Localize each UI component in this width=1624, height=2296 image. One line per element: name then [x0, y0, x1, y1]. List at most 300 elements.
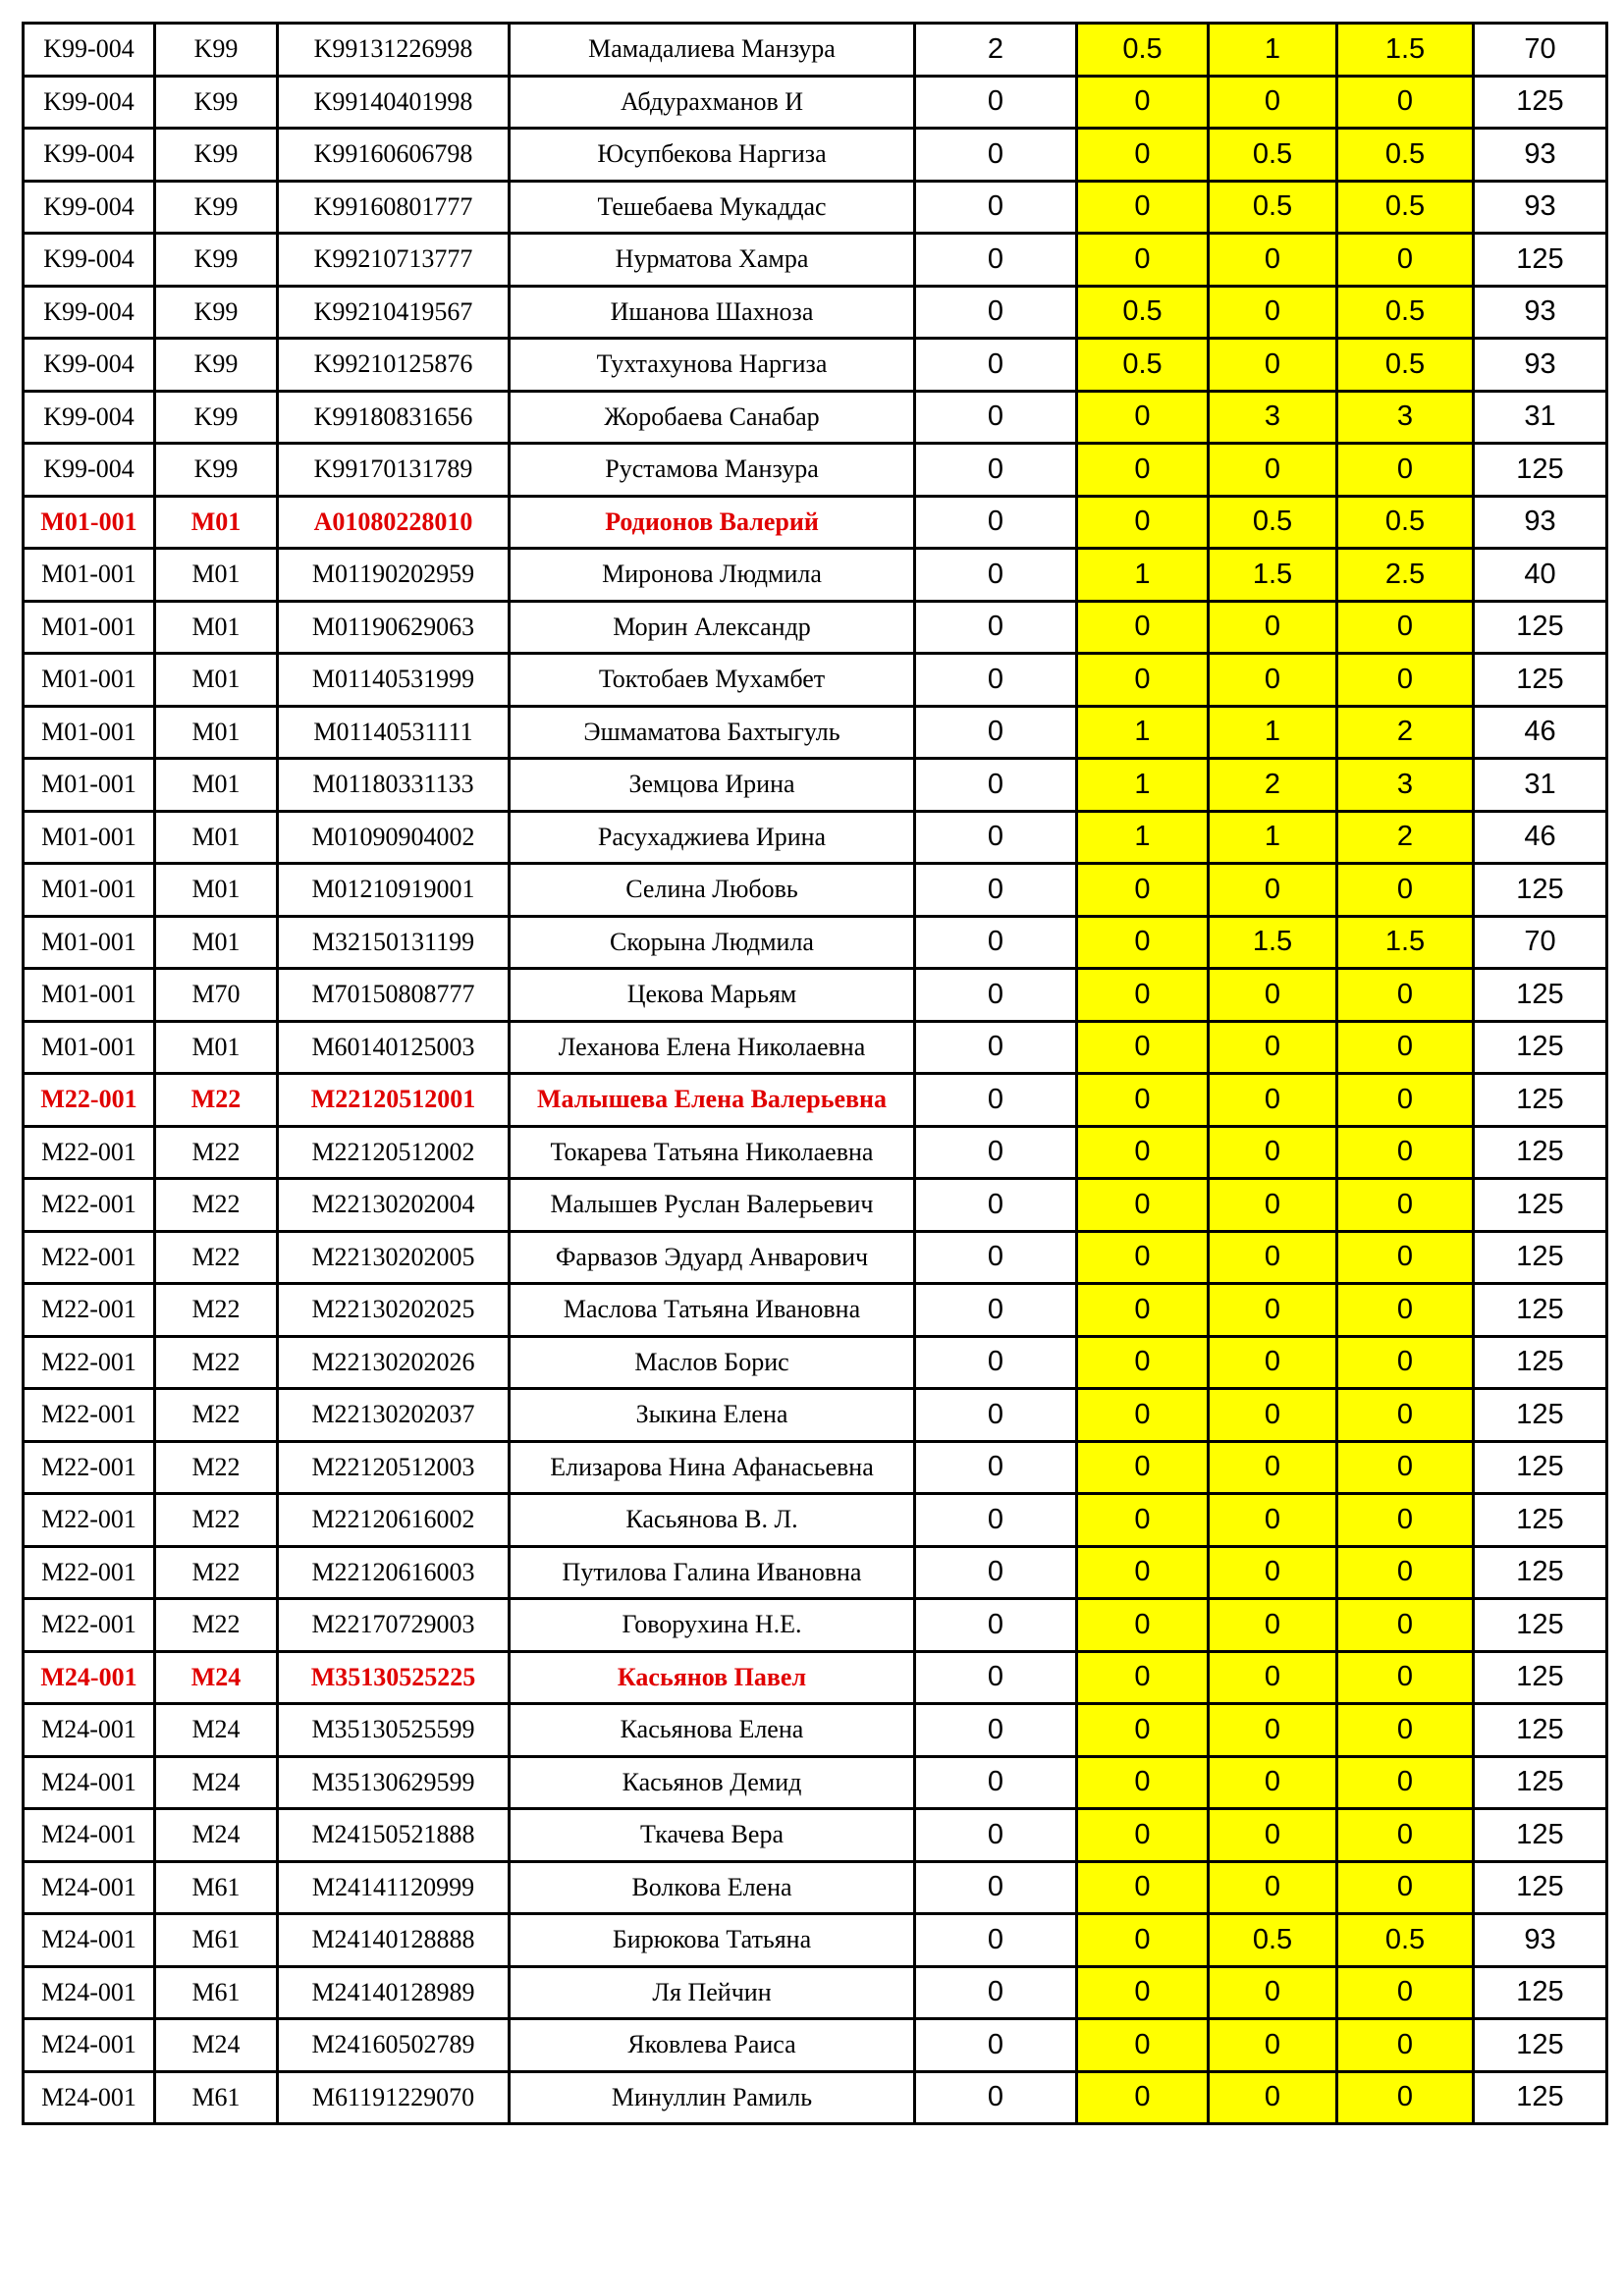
cell-name: Жоробаева Санабар	[510, 391, 915, 444]
table-row	[24, 1861, 1607, 1914]
cell-group: M22-001	[24, 1389, 155, 1442]
data-table	[22, 22, 1608, 2125]
cell-value-3: 0	[1209, 2019, 1337, 2072]
cell-value-4: 0.5	[1337, 496, 1474, 549]
cell-value-5: 125	[1474, 1546, 1607, 1599]
cell-value-3: 0.5	[1209, 496, 1337, 549]
table-row	[24, 1074, 1607, 1127]
cell-value-2: 0	[1077, 1284, 1209, 1337]
cell-value-1: 0	[915, 1126, 1077, 1179]
cell-value-3: 0	[1209, 2071, 1337, 2124]
cell-value-3: 0	[1209, 1021, 1337, 1074]
cell-value-3: 0	[1209, 654, 1337, 707]
cell-value-1: 0	[915, 601, 1077, 654]
cell-code: M61	[155, 2071, 278, 2124]
table-row	[24, 1756, 1607, 1809]
cell-value-3: 0	[1209, 1126, 1337, 1179]
cell-value-1: 0	[915, 391, 1077, 444]
cell-value-2: 0	[1077, 1441, 1209, 1494]
cell-name: Минуллин Рамиль	[510, 2071, 915, 2124]
cell-value-2: 0	[1077, 1651, 1209, 1704]
cell-code: M01	[155, 654, 278, 707]
cell-value-1: 0	[915, 1021, 1077, 1074]
cell-value-5: 125	[1474, 1231, 1607, 1284]
cell-code: M22	[155, 1599, 278, 1652]
cell-value-2: 0	[1077, 1546, 1209, 1599]
cell-code: M22	[155, 1179, 278, 1232]
cell-value-3: 0	[1209, 1231, 1337, 1284]
table-row	[24, 1914, 1607, 1967]
cell-value-1: 0	[915, 1704, 1077, 1757]
cell-code: M01	[155, 1021, 278, 1074]
cell-group: M24-001	[24, 1704, 155, 1757]
cell-value-3: 0	[1209, 1284, 1337, 1337]
cell-value-2: 0	[1077, 1704, 1209, 1757]
cell-group: M22-001	[24, 1126, 155, 1179]
cell-value-2: 0	[1077, 1126, 1209, 1179]
cell-value-1: 0	[915, 916, 1077, 969]
cell-value-5: 125	[1474, 1336, 1607, 1389]
cell-value-2: 1	[1077, 759, 1209, 812]
cell-code: K99	[155, 129, 278, 182]
cell-value-2: 0	[1077, 969, 1209, 1022]
cell-value-2: 0	[1077, 2071, 1209, 2124]
cell-value-5: 93	[1474, 129, 1607, 182]
table-row	[24, 1389, 1607, 1442]
cell-value-3: 0.5	[1209, 129, 1337, 182]
cell-id: K99170131789	[278, 444, 510, 497]
cell-value-3: 0	[1209, 1336, 1337, 1389]
cell-value-3: 0	[1209, 1861, 1337, 1914]
table-row	[24, 654, 1607, 707]
cell-group: M22-001	[24, 1494, 155, 1547]
cell-name: Тешебаева Мукаддас	[510, 181, 915, 234]
cell-value-3: 3	[1209, 391, 1337, 444]
cell-name: Леханова Елена Николаевна	[510, 1021, 915, 1074]
cell-value-3: 1.5	[1209, 916, 1337, 969]
table-row	[24, 496, 1607, 549]
cell-value-5: 125	[1474, 1074, 1607, 1127]
cell-value-1: 0	[915, 2071, 1077, 2124]
cell-value-4: 0	[1337, 654, 1474, 707]
cell-group: M24-001	[24, 2071, 155, 2124]
cell-group: M01-001	[24, 864, 155, 917]
cell-value-3: 0	[1209, 969, 1337, 1022]
cell-value-2: 0	[1077, 1336, 1209, 1389]
cell-id: M22130202025	[278, 1284, 510, 1337]
cell-id: M24141120999	[278, 1861, 510, 1914]
cell-value-4: 0.5	[1337, 339, 1474, 392]
cell-name: Тухтахунова Наргиза	[510, 339, 915, 392]
cell-code: M24	[155, 1651, 278, 1704]
cell-value-2: 0	[1077, 1231, 1209, 1284]
cell-value-3: 1	[1209, 811, 1337, 864]
cell-value-1: 0	[915, 864, 1077, 917]
cell-code: M24	[155, 2019, 278, 2072]
cell-value-1: 0	[915, 2019, 1077, 2072]
cell-value-2: 1	[1077, 811, 1209, 864]
cell-id: M24160502789	[278, 2019, 510, 2072]
cell-value-5: 125	[1474, 1389, 1607, 1442]
cell-value-4: 0	[1337, 1704, 1474, 1757]
cell-id: M22130202026	[278, 1336, 510, 1389]
table-row	[24, 1651, 1607, 1704]
cell-id: M01140531111	[278, 706, 510, 759]
table-row	[24, 1021, 1607, 1074]
cell-id: K99210419567	[278, 286, 510, 339]
cell-code: K99	[155, 181, 278, 234]
cell-value-1: 0	[915, 1599, 1077, 1652]
cell-name: Селина Любовь	[510, 864, 915, 917]
cell-name: Миронова Людмила	[510, 549, 915, 602]
cell-value-3: 0	[1209, 1494, 1337, 1547]
table-row	[24, 1704, 1607, 1757]
cell-group: K99-004	[24, 76, 155, 129]
cell-name: Ля Пейчин	[510, 1966, 915, 2019]
cell-value-3: 0	[1209, 1599, 1337, 1652]
cell-value-5: 125	[1474, 444, 1607, 497]
cell-id: M22130202005	[278, 1231, 510, 1284]
cell-group: M24-001	[24, 1756, 155, 1809]
cell-value-3: 0	[1209, 1809, 1337, 1862]
cell-value-5: 125	[1474, 1599, 1607, 1652]
cell-id: M35130525225	[278, 1651, 510, 1704]
cell-name: Расухаджиева Ирина	[510, 811, 915, 864]
cell-name: Бирюкова Татьяна	[510, 1914, 915, 1967]
cell-value-2: 0	[1077, 129, 1209, 182]
cell-code: M22	[155, 1336, 278, 1389]
cell-code: M01	[155, 549, 278, 602]
cell-code: M61	[155, 1914, 278, 1967]
cell-value-4: 0	[1337, 234, 1474, 287]
cell-value-5: 125	[1474, 2071, 1607, 2124]
cell-name: Говорухина Н.Е.	[510, 1599, 915, 1652]
cell-value-5: 125	[1474, 654, 1607, 707]
cell-name: Земцова Ирина	[510, 759, 915, 812]
table-row	[24, 601, 1607, 654]
table-row	[24, 234, 1607, 287]
cell-group: M22-001	[24, 1074, 155, 1127]
table-row	[24, 391, 1607, 444]
cell-code: M22	[155, 1441, 278, 1494]
cell-group: M24-001	[24, 1914, 155, 1967]
cell-name: Морин Александр	[510, 601, 915, 654]
cell-name: Касьянова Елена	[510, 1704, 915, 1757]
cell-value-1: 0	[915, 1546, 1077, 1599]
cell-value-1: 0	[915, 76, 1077, 129]
cell-id: M01090904002	[278, 811, 510, 864]
cell-code: K99	[155, 76, 278, 129]
cell-value-4: 0	[1337, 1966, 1474, 2019]
cell-value-1: 0	[915, 759, 1077, 812]
cell-value-4: 0	[1337, 1494, 1474, 1547]
cell-value-2: 0	[1077, 1914, 1209, 1967]
cell-value-5: 31	[1474, 391, 1607, 444]
cell-value-4: 0	[1337, 1389, 1474, 1442]
cell-value-5: 125	[1474, 864, 1607, 917]
cell-code: M22	[155, 1126, 278, 1179]
table-row	[24, 181, 1607, 234]
cell-value-3: 1.5	[1209, 549, 1337, 602]
table-row	[24, 1546, 1607, 1599]
cell-id: K99160801777	[278, 181, 510, 234]
cell-value-1: 0	[915, 129, 1077, 182]
cell-value-2: 0	[1077, 496, 1209, 549]
cell-value-1: 0	[915, 1914, 1077, 1967]
cell-value-2: 0	[1077, 1599, 1209, 1652]
cell-value-4: 0	[1337, 1074, 1474, 1127]
cell-code: K99	[155, 339, 278, 392]
cell-value-5: 125	[1474, 76, 1607, 129]
table-row	[24, 339, 1607, 392]
cell-id: M24140128888	[278, 1914, 510, 1967]
table-row	[24, 864, 1607, 917]
cell-value-2: 0	[1077, 181, 1209, 234]
cell-name: Мамадалиева Манзура	[510, 24, 915, 77]
cell-value-4: 0.5	[1337, 1914, 1474, 1967]
cell-value-3: 0	[1209, 1651, 1337, 1704]
cell-value-4: 3	[1337, 391, 1474, 444]
cell-group: K99-004	[24, 391, 155, 444]
cell-id: M01190202959	[278, 549, 510, 602]
cell-code: M61	[155, 1861, 278, 1914]
cell-value-2: 0	[1077, 1756, 1209, 1809]
cell-value-4: 0	[1337, 1861, 1474, 1914]
table-row	[24, 916, 1607, 969]
cell-value-1: 0	[915, 1756, 1077, 1809]
cell-value-3: 0	[1209, 234, 1337, 287]
cell-value-5: 31	[1474, 759, 1607, 812]
table-row	[24, 1179, 1607, 1232]
cell-id: M60140125003	[278, 1021, 510, 1074]
cell-name: Путилова Галина Ивановна	[510, 1546, 915, 1599]
cell-value-2: 0	[1077, 1021, 1209, 1074]
table-row	[24, 706, 1607, 759]
cell-value-3: 0	[1209, 444, 1337, 497]
cell-value-1: 2	[915, 24, 1077, 77]
cell-value-3: 0	[1209, 1546, 1337, 1599]
cell-value-2: 1	[1077, 706, 1209, 759]
cell-name: Зыкина Елена	[510, 1389, 915, 1442]
table-row	[24, 969, 1607, 1022]
cell-value-2: 0	[1077, 601, 1209, 654]
cell-value-4: 0	[1337, 1231, 1474, 1284]
cell-id: M01190629063	[278, 601, 510, 654]
cell-id: M61191229070	[278, 2071, 510, 2124]
cell-code: M22	[155, 1546, 278, 1599]
cell-code: M01	[155, 916, 278, 969]
table-row	[24, 549, 1607, 602]
cell-value-2: 0.5	[1077, 339, 1209, 392]
table-row	[24, 2019, 1607, 2072]
cell-value-1: 0	[915, 1651, 1077, 1704]
cell-name: Маслов Борис	[510, 1336, 915, 1389]
cell-name: Фарвазов Эдуард Анварович	[510, 1231, 915, 1284]
cell-id: M01210919001	[278, 864, 510, 917]
cell-id: M35130525599	[278, 1704, 510, 1757]
cell-value-4: 0	[1337, 1599, 1474, 1652]
cell-value-4: 0	[1337, 1546, 1474, 1599]
cell-value-4: 0	[1337, 1756, 1474, 1809]
cell-value-3: 0	[1209, 1966, 1337, 2019]
cell-code: M22	[155, 1074, 278, 1127]
cell-group: M01-001	[24, 601, 155, 654]
cell-code: M01	[155, 601, 278, 654]
cell-value-2: 0	[1077, 864, 1209, 917]
cell-value-3: 0	[1209, 1074, 1337, 1127]
cell-value-4: 0.5	[1337, 286, 1474, 339]
cell-value-1: 0	[915, 1231, 1077, 1284]
table-row	[24, 76, 1607, 129]
cell-value-5: 125	[1474, 969, 1607, 1022]
cell-name: Токтобаев Мухамбет	[510, 654, 915, 707]
table-row	[24, 811, 1607, 864]
cell-group: K99-004	[24, 444, 155, 497]
table-row	[24, 1494, 1607, 1547]
cell-value-2: 0	[1077, 76, 1209, 129]
cell-value-4: 0	[1337, 1336, 1474, 1389]
cell-id: M32150131199	[278, 916, 510, 969]
cell-value-4: 0	[1337, 2071, 1474, 2124]
cell-id: M24150521888	[278, 1809, 510, 1862]
cell-value-3: 1	[1209, 24, 1337, 77]
cell-value-5: 70	[1474, 24, 1607, 77]
cell-group: M24-001	[24, 1966, 155, 2019]
cell-name: Скорына Людмила	[510, 916, 915, 969]
cell-value-4: 3	[1337, 759, 1474, 812]
cell-id: K99131226998	[278, 24, 510, 77]
cell-code: M22	[155, 1389, 278, 1442]
cell-value-1: 0	[915, 811, 1077, 864]
cell-value-3: 2	[1209, 759, 1337, 812]
cell-code: M24	[155, 1809, 278, 1862]
cell-code: M24	[155, 1704, 278, 1757]
cell-value-1: 0	[915, 1074, 1077, 1127]
cell-value-5: 125	[1474, 1704, 1607, 1757]
cell-value-2: 0	[1077, 1809, 1209, 1862]
cell-name: Яковлева Раиса	[510, 2019, 915, 2072]
cell-id: K99210125876	[278, 339, 510, 392]
cell-value-1: 0	[915, 496, 1077, 549]
cell-group: M22-001	[24, 1546, 155, 1599]
cell-code: M01	[155, 496, 278, 549]
cell-value-4: 2	[1337, 706, 1474, 759]
cell-value-1: 0	[915, 181, 1077, 234]
cell-id: M24140128989	[278, 1966, 510, 2019]
cell-name: Юсупбекова Наргиза	[510, 129, 915, 182]
cell-id: M22130202004	[278, 1179, 510, 1232]
cell-group: M01-001	[24, 1021, 155, 1074]
cell-id: M35130629599	[278, 1756, 510, 1809]
cell-value-1: 0	[915, 549, 1077, 602]
cell-value-4: 0	[1337, 601, 1474, 654]
cell-value-3: 0	[1209, 286, 1337, 339]
table-row	[24, 1966, 1607, 2019]
cell-name: Касьянова В. Л.	[510, 1494, 915, 1547]
cell-group: M24-001	[24, 1809, 155, 1862]
cell-value-4: 0	[1337, 969, 1474, 1022]
cell-value-1: 0	[915, 1494, 1077, 1547]
cell-value-4: 0	[1337, 1021, 1474, 1074]
cell-value-1: 0	[915, 1284, 1077, 1337]
cell-group: M24-001	[24, 1861, 155, 1914]
cell-group: M01-001	[24, 969, 155, 1022]
cell-value-3: 0	[1209, 601, 1337, 654]
cell-value-4: 0.5	[1337, 181, 1474, 234]
cell-value-1: 0	[915, 339, 1077, 392]
cell-name: Малышев Руслан Валерьевич	[510, 1179, 915, 1232]
cell-name: Касьянов Демид	[510, 1756, 915, 1809]
cell-value-5: 93	[1474, 181, 1607, 234]
cell-value-3: 0	[1209, 1441, 1337, 1494]
table-row	[24, 1809, 1607, 1862]
cell-value-4: 0	[1337, 1809, 1474, 1862]
cell-code: K99	[155, 391, 278, 444]
cell-value-2: 0	[1077, 1179, 1209, 1232]
cell-value-3: 0	[1209, 1179, 1337, 1232]
cell-value-3: 0	[1209, 1389, 1337, 1442]
cell-name: Малышева Елена Валерьевна	[510, 1074, 915, 1127]
cell-value-3: 0	[1209, 1756, 1337, 1809]
cell-group: M01-001	[24, 706, 155, 759]
cell-name: Токарева Татьяна Николаевна	[510, 1126, 915, 1179]
cell-value-1: 0	[915, 286, 1077, 339]
cell-value-3: 0.5	[1209, 181, 1337, 234]
cell-value-2: 0.5	[1077, 24, 1209, 77]
cell-group: K99-004	[24, 181, 155, 234]
cell-code: M01	[155, 864, 278, 917]
cell-value-2: 0	[1077, 654, 1209, 707]
cell-group: M24-001	[24, 2019, 155, 2072]
cell-name: Ишанова Шахноза	[510, 286, 915, 339]
table-row	[24, 1284, 1607, 1337]
cell-group: M22-001	[24, 1599, 155, 1652]
cell-name: Абдурахманов И	[510, 76, 915, 129]
cell-value-5: 125	[1474, 1861, 1607, 1914]
cell-value-5: 125	[1474, 1021, 1607, 1074]
cell-value-4: 0	[1337, 1284, 1474, 1337]
cell-code: M01	[155, 811, 278, 864]
cell-code: K99	[155, 286, 278, 339]
cell-value-5: 125	[1474, 1126, 1607, 1179]
cell-id: M22120616003	[278, 1546, 510, 1599]
cell-group: K99-004	[24, 24, 155, 77]
cell-value-4: 2	[1337, 811, 1474, 864]
cell-value-3: 0	[1209, 864, 1337, 917]
cell-group: M22-001	[24, 1231, 155, 1284]
cell-value-5: 125	[1474, 1494, 1607, 1547]
cell-value-5: 93	[1474, 496, 1607, 549]
cell-name: Маслова Татьяна Ивановна	[510, 1284, 915, 1337]
cell-value-5: 125	[1474, 1756, 1607, 1809]
cell-value-1: 0	[915, 1389, 1077, 1442]
cell-value-5: 125	[1474, 1651, 1607, 1704]
cell-group: M01-001	[24, 496, 155, 549]
cell-code: M01	[155, 759, 278, 812]
cell-value-2: 0	[1077, 1861, 1209, 1914]
cell-value-5: 46	[1474, 811, 1607, 864]
cell-group: K99-004	[24, 234, 155, 287]
table-row	[24, 1336, 1607, 1389]
cell-name: Ткачева Вера	[510, 1809, 915, 1862]
cell-value-4: 2.5	[1337, 549, 1474, 602]
cell-value-4: 0	[1337, 1651, 1474, 1704]
cell-value-4: 0	[1337, 1179, 1474, 1232]
cell-value-5: 70	[1474, 916, 1607, 969]
cell-group: K99-004	[24, 286, 155, 339]
cell-value-5: 125	[1474, 1966, 1607, 2019]
cell-value-1: 0	[915, 654, 1077, 707]
